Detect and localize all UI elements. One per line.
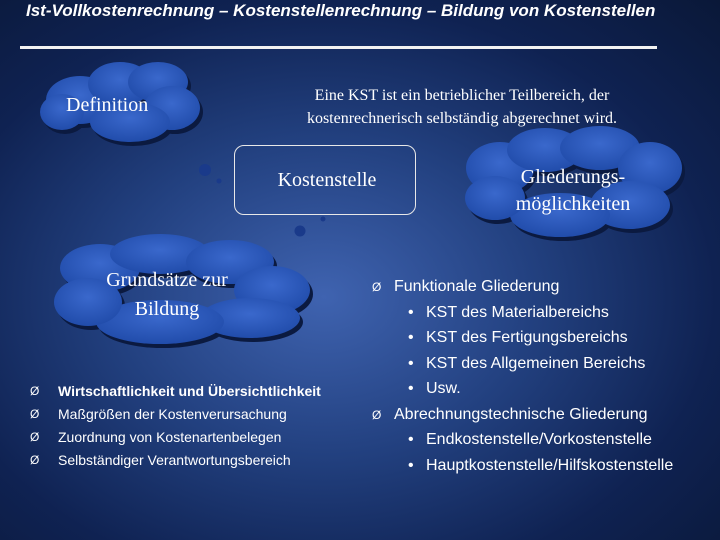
dot-bullet-icon: • [408,303,414,321]
definition-text: Eine KST ist ein betrieblicher Teilbereich, der kostenrechnerisch selbständig abgerechnet wird. [306,87,618,127]
grundsaetze-list [30,380,321,472]
slide-title: Ist-Vollkostenrechnung – Kostenstellenrechnung – Bildung von Kostenstellen [26,1,656,20]
dot-bullet-icon: • [408,380,414,397]
grundsaetze-connector-dots [295,217,326,237]
list-item: • KST des Materialbereichs [372,300,673,326]
gliederung-label-line2: möglichkeiten [515,193,631,215]
kostenstelle-label: Kostenstelle [277,169,377,191]
list-heading-accounting: Ø Abrechnungstechnische Gliederung [372,402,673,428]
list-item: • KST des Allgemeinen Bereichs [372,351,673,377]
list-item: • Endkostenstelle/Vorkostenstelle [372,427,673,453]
list-item: Ø Selbständiger Verantwortungsbereich [30,449,321,472]
list-item: Ø Zuordnung von Kostenartenbelegen [30,426,321,449]
dot-bullet-icon: • [408,456,414,474]
grundsaetze-label-line2: Bildung [134,298,200,320]
arrow-bullet-icon: Ø [372,407,382,422]
grundsaetze-label [72,266,262,324]
arrow-bullet-icon: Ø [30,430,40,444]
gliederung-label [478,164,668,218]
gliederung-label-line1: Gliederungs- [520,166,626,188]
list-heading-functional: Ø Funktionale Gliederung [372,274,673,300]
dot-bullet-icon: • [408,329,414,346]
list-item: Ø Wirtschaftlichkeit und Übersichtlichkeit [30,380,321,403]
arrow-bullet-icon: Ø [30,453,40,467]
gliederung-options-list [372,274,673,478]
list-item: Ø Maßgrößen der Kostenverursachung [30,403,321,426]
list-item: • KST des Fertigungsbereichs [372,325,673,351]
arrow-bullet-icon: Ø [372,280,382,294]
list-item: • Hauptkostenstelle/Hilfskostenstelle [372,453,673,479]
definition-connector-dots [199,164,222,184]
grundsaetze-label-line1: Grundsätze zur [106,269,228,291]
dot-bullet-icon: • [408,354,414,372]
dot-bullet-icon: • [408,431,414,448]
definition-label: Definition [66,94,149,116]
arrow-bullet-icon: Ø [30,384,40,398]
arrow-bullet-icon: Ø [30,407,40,421]
list-item: • Usw. [372,376,673,402]
